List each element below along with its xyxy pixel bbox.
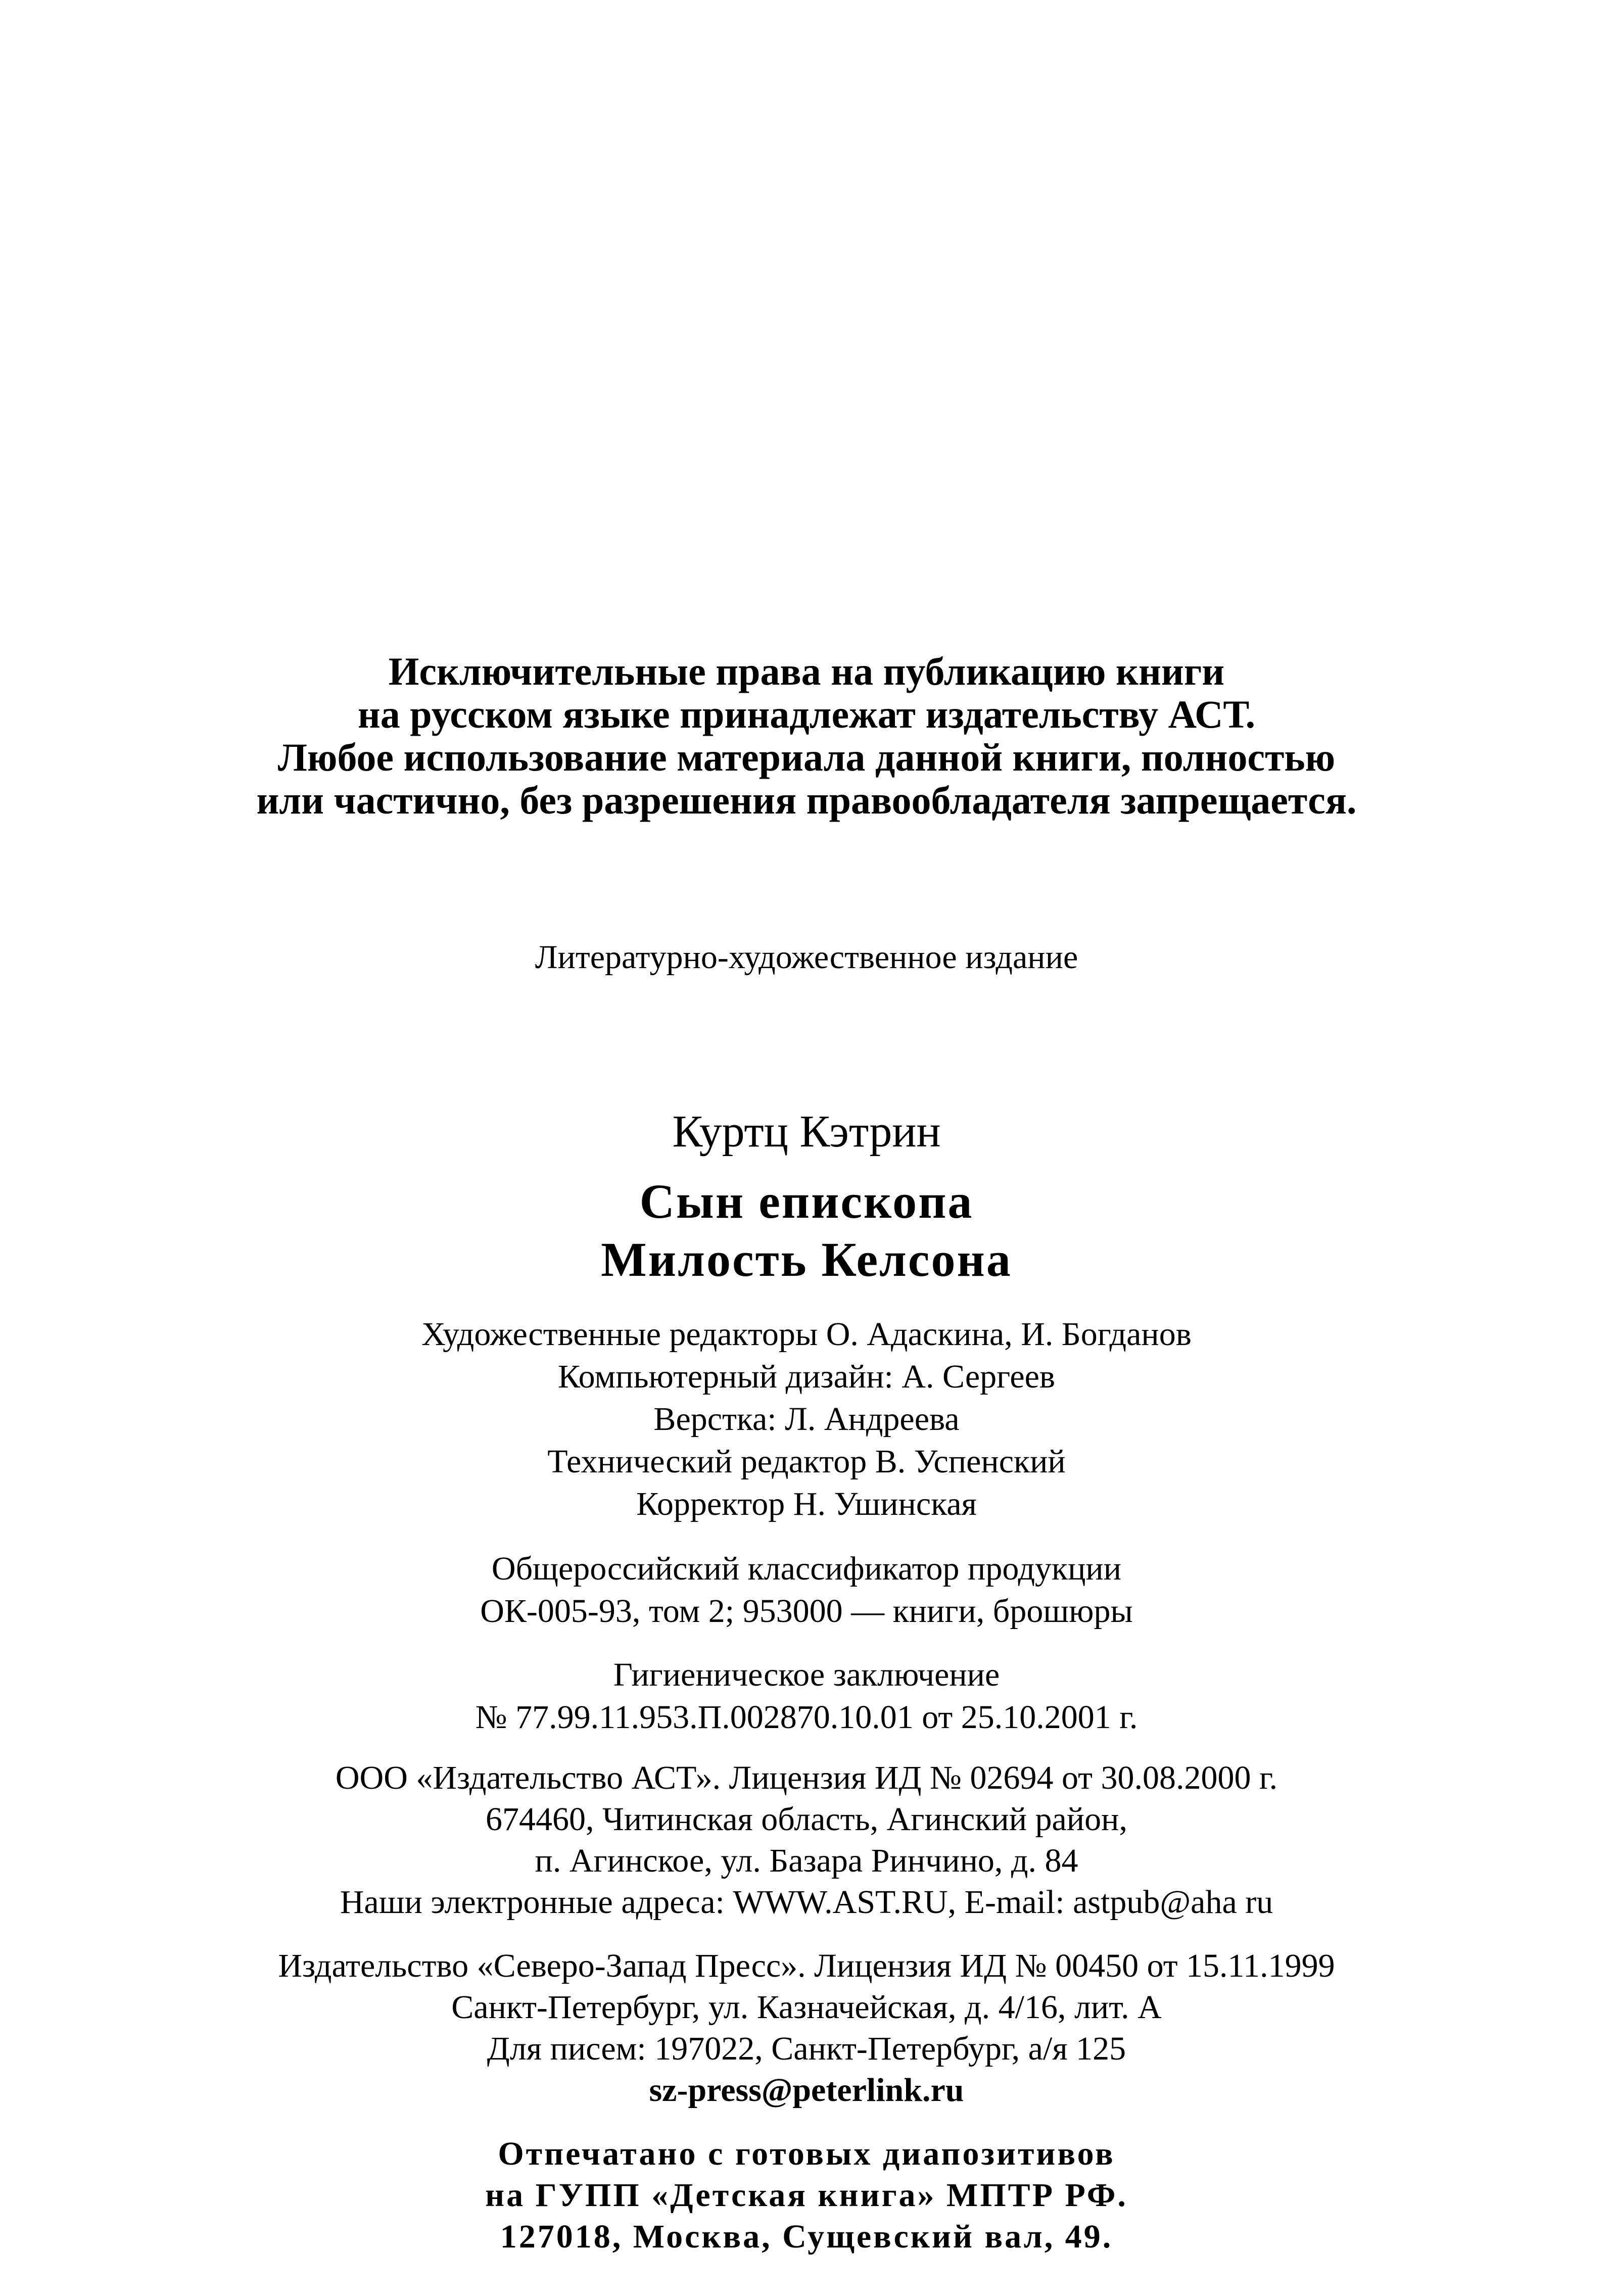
rights-notice-line-3: Любое использование материала данной книги, полностью [277,735,1336,779]
credit-tech-editor: Технический редактор В. Успенский [547,1443,1066,1480]
credit-art-editors: Художественные редакторы О. Адаскина, И. Богданов [421,1316,1192,1353]
ast-license: ООО «Издательство АСТ». Лицензия ИД № 02694 от 30.08.2000 г. [335,1759,1278,1796]
ast-address-1: 674460, Читинская область, Агинский район, [486,1801,1127,1838]
szp-address: Санкт-Петербург, ул. Казначейская, д. 4/16, лит. А [451,1989,1162,2026]
printing-line-3: 127018, Москва, Сущевский вал, 49. [500,2218,1113,2255]
book-title-2: Милость Келсона [601,1232,1012,1286]
rights-notice-line-1: Исключительные права на публикацию книги [388,649,1225,693]
classifier-line-1: Общероссийский классификатор продукции [491,1550,1122,1587]
ast-address-2: п. Агинское, ул. Базара Ринчино, д. 84 [535,1842,1078,1879]
hygiene-line-1: Гигиеническое заключение [613,1656,1000,1693]
book-title-1: Сын епископа [639,1174,974,1228]
edition-type: Литературно-художественное издание [535,939,1078,976]
credit-proofreader: Корректор Н. Ушинская [636,1486,977,1522]
author-name: Куртц Кэтрин [672,1107,941,1157]
printing-line-2: на ГУПП «Детская книга» МПТР РФ. [485,2177,1128,2214]
printing-line-1: Отпечатано с готовых диапозитивов [498,2135,1115,2172]
classifier-line-2: ОК-005-93, том 2; 953000 — книги, брошюры [480,1593,1133,1630]
rights-notice-line-2: на русском языке принадлежат издательству АСТ. [357,692,1256,736]
hygiene-line-2: № 77.99.11.953.П.002870.10.01 от 25.10.2001 г. [475,1699,1138,1736]
szp-mail-address: Для писем: 197022, Санкт-Петербург, а/я 125 [487,2030,1126,2067]
ast-contacts: Наши электронные адреса: WWW.AST.RU, E-mail: astpub@aha ru [340,1884,1273,1921]
credit-design: Компьютерный дизайн: А. Сергеев [557,1358,1056,1395]
credit-layout: Верстка: Л. Андреева [653,1401,960,1438]
rights-notice-line-4: или частично, без разрешения правообладателя запрещается. [256,778,1357,822]
szp-email: sz-press@peterlink.ru [649,2072,964,2109]
szp-license: Издательство «Северо-Запад Пресс». Лицензия ИД № 00450 от 15.11.1999 [278,1947,1335,1984]
